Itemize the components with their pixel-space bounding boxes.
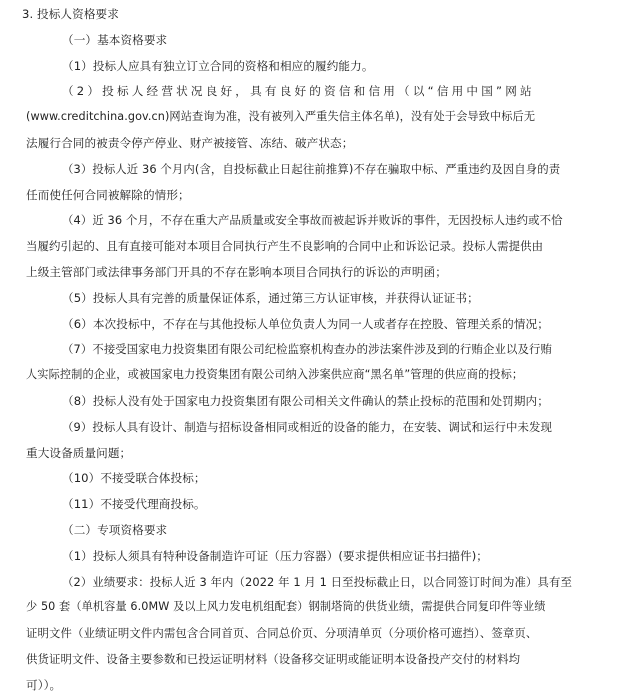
basic-item-7-line-1: （7）不接受国家电力投资集团有限公司纪检监察机构查办的涉法案件涉及到的行贿企业以及行贿 [62, 342, 552, 357]
basic-item-1-line-1: （1）投标人应具有独立订立合同的资格和相应的履约能力。 [62, 58, 374, 73]
basic-item-10-line-1: （10）不接受联合体投标； [62, 471, 206, 486]
basic-item-4-line-1: （4）近 36 个月，不存在重大产品质量或安全事故而被起诉并败诉的事件，无因投标人违约或不恰 [62, 213, 563, 228]
basic-item-3-line-1: （3）投标人近 36 个月内(含，自投标截止日起往前推算)不存在骗取中标、严重违约及因自身的责 [62, 161, 561, 176]
basic-item-5-line-1: （5）投标人具有完善的质量保证体系，通过第三方认证审核，并获得认证证书； [62, 290, 479, 305]
basic-item-7-line-2: 人实际控制的企业，或被国家电力投资集团有限公司纳入涉案供应商“黑名单”管理的供应商的投标； [26, 368, 524, 382]
basic-item-2-line-1: （2）投标人经营状况良好，具有良好的资信和信用（以“信用中国”网站 [62, 84, 535, 99]
basic-item-6-line-1: （6）本次投标中，不存在与其他投标人单位负责人为同一人或者存在控股、管理关系的情况； [62, 316, 549, 331]
basic-item-4-line-2: 当履约引起的、且有直接可能对本项目合同执行产生不良影响的合同中止和诉讼记录。投标人需提供由 [26, 239, 544, 254]
special-item-2-line-3: 证明文件（业绩证明文件内需包含合同首页、合同总价页、分项清单页（分项价格可遮挡）、签章页、 [26, 626, 538, 641]
special-item-2-line-1: （2）业绩要求：投标人近 3 年内（2022 年 1 月 1 日至投标截止日，以合同签订时间为准）具有至 [62, 574, 572, 589]
basic-item-11-line-1: （11）不接受代理商投标。 [62, 497, 206, 512]
special-item-2-line-4: 供货证明文件、设备主要参数和已投运证明材料（设备移交证明或能证明本设备投产交付的材料均 [26, 652, 521, 666]
special-heading: （二）专项资格要求 [62, 523, 168, 537]
basic-item-9-line-1: （9）投标人具有设计、制造与招标设备相同或相近的设备的能力，在安装、调试和运行中未发现 [62, 419, 552, 434]
special-item-1-line-1: （1）投标人须具有特种设备制造许可证（压力容器）(要求提供相应证书扫描件)； [62, 548, 489, 563]
basic-item-2-line-2: (www.creditchina.gov.cn)网站查询为准，没有被列入严重失信主体名单)，没有处于会导致中标后无 [26, 110, 536, 124]
basic-item-8-line-1: （8）投标人没有处于国家电力投资集团有限公司相关文件确认的禁止投标的范围和处罚期内； [62, 394, 549, 408]
basic-heading: （一）基本资格要求 [62, 32, 168, 47]
basic-item-3-line-2: 任而使任何合同被解除的情形； [26, 187, 190, 202]
basic-item-9-line-2: 重大设备质量问题； [26, 445, 132, 460]
special-item-2-line-2: 少 50 套（单机容量 6.0MW 及以上风力发电机组配套）钢制塔筒的供货业绩，需提供合同复印件等业绩 [26, 600, 546, 614]
basic-item-4-line-3: 上级主管部门或法律事务部门开具的不存在影响本项目合同执行的诉讼的声明函； [26, 265, 447, 279]
section-title: 3. 投标人资格要求 [22, 7, 119, 21]
special-item-2-line-5: 可））。 [26, 677, 62, 692]
basic-item-2-line-3: 法履行合同的被责令停产停业、财产被接管、冻结、破产状态； [26, 136, 354, 150]
